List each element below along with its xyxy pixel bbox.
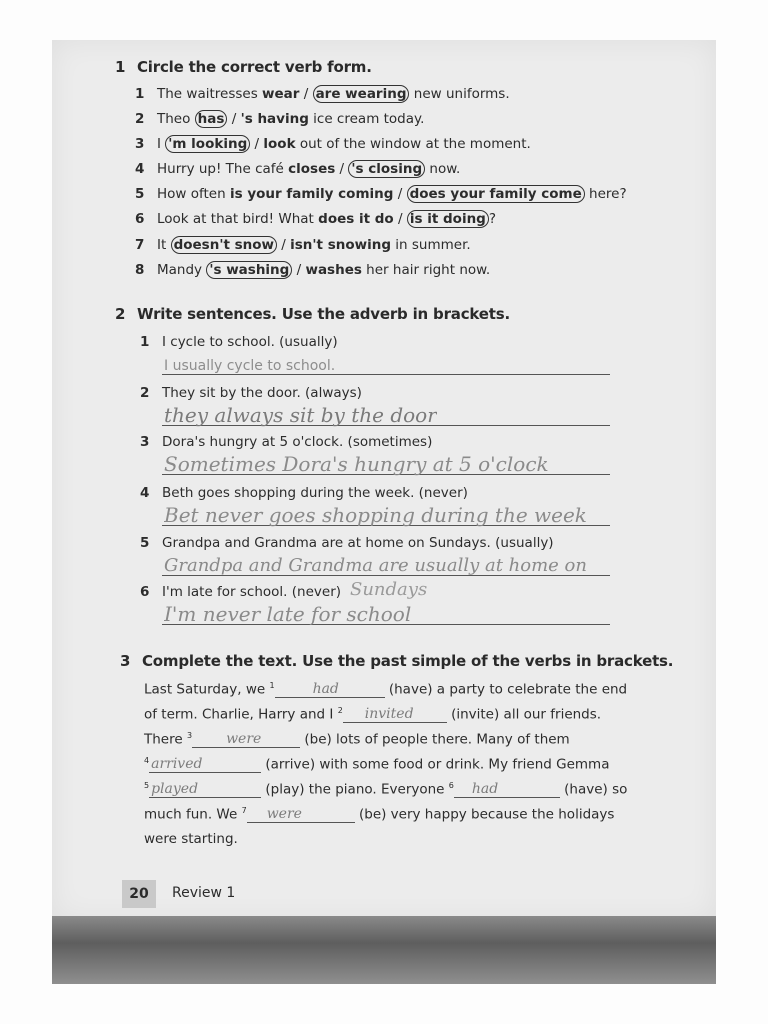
item-text: ? [488, 211, 497, 227]
item-number: 6 [140, 584, 150, 600]
verb-option-2[interactable]: is it doing [407, 210, 489, 228]
text-line-7 [144, 831, 238, 847]
text: (be) very happy because the holidays [354, 806, 615, 823]
section-number: 1 [115, 58, 126, 76]
gap-4[interactable] [149, 755, 261, 773]
exercise-prompt [140, 535, 554, 551]
item-text: Look at that bird! What [157, 211, 319, 227]
handwritten-answer: they always sit by the door [164, 403, 437, 427]
gap-3[interactable] [192, 730, 300, 748]
exercise-prompt [140, 485, 468, 501]
section-title-text: Circle the correct verb form. [137, 58, 372, 76]
item-text: ice cream today. [308, 111, 425, 127]
verb-option-1[interactable]: wear [262, 86, 300, 102]
handwritten-answer: Bet never goes shopping during the week [164, 503, 587, 527]
gap-answer: were [266, 805, 302, 822]
option-separator: / [393, 186, 407, 202]
exercise-item [135, 161, 461, 177]
item-text: Hurry up! The café [157, 161, 289, 177]
item-text: in summer. [391, 237, 471, 253]
text: were starting. [144, 831, 238, 847]
text-line-6 [144, 806, 614, 823]
verb-option-1[interactable]: does it do [318, 211, 394, 227]
item-text: out of the window at the moment. [295, 136, 531, 152]
text: (have) so [559, 781, 628, 798]
text: much fun. We [144, 806, 242, 823]
option-separator: / [277, 237, 291, 253]
section-number: 3 [120, 652, 131, 670]
section-3-title [120, 652, 673, 670]
gap-answer: played [151, 780, 199, 797]
gap-number: 4 [144, 756, 150, 765]
prompt-text: I'm late for school. (never) [162, 584, 342, 600]
text: (have) a party to celebrate the end [384, 681, 628, 698]
answer-line[interactable] [162, 374, 610, 375]
gap-answer: had [471, 780, 499, 797]
option-separator: / [299, 86, 313, 102]
item-number: 4 [135, 161, 145, 177]
exercise-item [135, 237, 471, 253]
verb-option-2[interactable]: 's closing [348, 160, 425, 178]
verb-option-1[interactable]: 'm looking [165, 135, 250, 153]
text-line-4 [144, 756, 609, 773]
item-number: 6 [135, 211, 145, 227]
text: Last Saturday, we [144, 681, 270, 698]
item-text: The waitresses [157, 86, 263, 102]
verb-option-1[interactable]: is your family coming [229, 186, 394, 202]
text-line-1 [144, 681, 627, 698]
prompt-text: Grandpa and Grandma are at home on Sundays. (usually) [162, 535, 554, 551]
item-text: now. [425, 161, 461, 177]
gap-number: 7 [241, 806, 247, 815]
item-number: 2 [140, 385, 150, 401]
gap-answer: were [226, 730, 262, 747]
text-line-5 [144, 781, 627, 798]
exercise-item [135, 111, 425, 127]
gap-number: 1 [269, 681, 275, 690]
verb-option-2[interactable]: are wearing [313, 85, 410, 103]
prompt-text: I cycle to school. (usually) [162, 334, 338, 350]
section-2-title [115, 305, 510, 323]
item-text: I [157, 136, 166, 152]
book-spine [52, 916, 716, 984]
gap-5[interactable] [149, 780, 261, 798]
option-separator: / [393, 211, 407, 227]
prompt-text: Dora's hungry at 5 o'clock. (sometimes) [162, 434, 433, 450]
item-number: 5 [135, 186, 145, 202]
verb-option-2[interactable]: 's having [240, 111, 309, 127]
exercise-prompt [140, 334, 338, 350]
exercise-item [135, 262, 491, 278]
verb-option-2[interactable]: isn't snowing [290, 237, 391, 253]
item-number: 3 [140, 434, 150, 450]
gap-7[interactable] [247, 805, 355, 823]
option-separator: / [250, 136, 264, 152]
exercise-item [135, 211, 497, 227]
verb-option-2[interactable]: does your family come [407, 185, 585, 203]
item-number: 1 [135, 86, 145, 102]
item-number: 3 [135, 136, 145, 152]
gap-number: 6 [448, 781, 454, 790]
verb-option-1[interactable]: closes [288, 161, 336, 177]
text-line-3 [144, 731, 570, 748]
item-number: 5 [140, 535, 150, 551]
section-number: 2 [115, 305, 126, 323]
option-separator: / [292, 262, 306, 278]
prompt-text: Beth goes shopping during the week. (never) [162, 485, 468, 501]
item-text: Theo [157, 111, 195, 127]
item-number: 8 [135, 262, 145, 278]
gap-answer: arrived [151, 755, 203, 772]
handwritten-answer: Sometimes Dora's hungry at 5 o'clock [164, 452, 549, 476]
item-text: her hair right now. [361, 262, 491, 278]
verb-option-2[interactable]: look [263, 136, 296, 152]
item-number: 2 [135, 111, 145, 127]
page-number: 20 [122, 880, 156, 908]
item-number: 7 [135, 237, 145, 253]
item-text: How often [157, 186, 230, 202]
text: (play) the piano. Everyone [261, 781, 449, 798]
item-number: 4 [140, 485, 150, 501]
text: There [144, 731, 187, 748]
gap-answer: invited [364, 705, 414, 722]
item-text: here? [584, 186, 627, 202]
verb-option-2[interactable]: washes [305, 262, 362, 278]
exercise-item [135, 136, 531, 152]
prompt-text: They sit by the door. (always) [162, 385, 362, 401]
gap-2[interactable] [343, 705, 447, 723]
handwritten-answer: I'm never late for school [164, 602, 412, 626]
text: of term. Charlie, Harry and I [144, 706, 338, 723]
gap-6[interactable] [454, 780, 560, 798]
option-separator: / [335, 161, 349, 177]
item-text: Mandy [157, 262, 207, 278]
section-title-text: Complete the text. Use the past simple of the verbs in brackets. [142, 652, 674, 670]
text: (invite) all our friends. [446, 706, 602, 723]
exercise-prompt [140, 584, 342, 600]
gap-number: 2 [337, 706, 343, 715]
gap-number: 3 [186, 731, 193, 740]
verb-option-1[interactable]: has [195, 110, 228, 128]
exercise-prompt [140, 385, 362, 401]
page-label: Review 1 [172, 885, 236, 901]
gap-1[interactable] [275, 680, 385, 698]
item-number: 1 [140, 334, 150, 350]
item-text: It [157, 237, 171, 253]
gap-answer: had [312, 680, 339, 697]
text: (be) lots of people there. Many of them [300, 731, 570, 748]
verb-option-1[interactable]: doesn't snow [171, 236, 277, 254]
handwritten-answer: Grandpa and Grandma are usually at home on [164, 555, 587, 576]
exercise-prompt [140, 434, 433, 450]
verb-option-1[interactable]: 's washing [206, 261, 292, 279]
text: (arrive) with some food or drink. My friend Gemma [261, 756, 610, 773]
handwritten-answer-continuation: Sundays [350, 579, 428, 600]
section-title-text: Write sentences. Use the adverb in brackets. [137, 305, 510, 323]
section-1-title [115, 58, 372, 76]
gap-number: 5 [144, 781, 150, 790]
handwritten-answer: I usually cycle to school. [164, 358, 336, 374]
text-line-2 [144, 706, 601, 723]
exercise-item [135, 86, 510, 102]
exercise-item [135, 186, 627, 202]
item-text: new uniforms. [409, 86, 510, 102]
option-separator: / [227, 111, 241, 127]
